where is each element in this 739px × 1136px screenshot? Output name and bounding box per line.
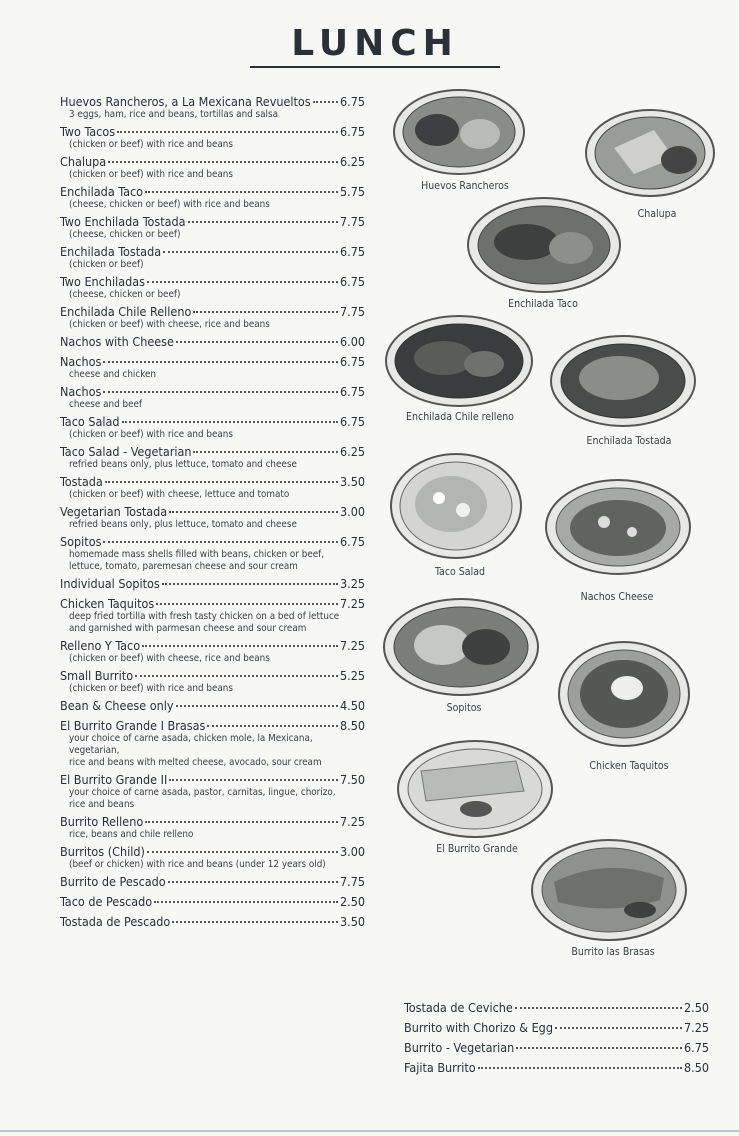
- menu-item: [60, 638, 365, 665]
- menu-item-name: Tostada de Pescado: [60, 914, 171, 929]
- menu-item: [60, 354, 365, 381]
- leader-dots: [142, 645, 338, 647]
- menu-item-line: [60, 244, 365, 259]
- menu-item-name: Enchilada Chile Relleno: [60, 304, 192, 319]
- menu-item-line: [404, 1060, 709, 1075]
- caption-taco-salad: Taco Salad: [435, 566, 485, 578]
- menu-item-price: 3.00: [339, 844, 365, 859]
- menu-item-name: Nachos with Cheese: [60, 334, 174, 349]
- leader-dots: [105, 481, 338, 483]
- leader-dots: [122, 421, 338, 423]
- menu-item-description: (chicken or beef): [69, 259, 144, 270]
- menu-item-name: Taco Salad: [60, 414, 120, 429]
- menu-item-line: [60, 184, 365, 199]
- leader-dots: [168, 881, 338, 883]
- menu-item-price: 4.50: [339, 698, 365, 713]
- page-edge-line: [0, 1130, 739, 1132]
- menu-item-name: Relleno Y Taco: [60, 638, 141, 653]
- menu-item-description: (chicken or beef) with rice and beans: [69, 139, 233, 150]
- caption-huevos-rancheros: Huevos Rancheros: [421, 180, 509, 192]
- menu-item-line: [60, 698, 365, 713]
- menu-item-description: refried beans only, plus lettuce, tomato and cheese: [69, 459, 297, 470]
- menu-item-line: [404, 1000, 709, 1015]
- menu-item-description: rice, beans and chile relleno: [69, 829, 194, 840]
- caption-enchilada-chile-relleno: Enchilada Chile relleno: [406, 411, 514, 423]
- menu-item-line: [60, 504, 365, 519]
- menu-item-line: [60, 844, 365, 859]
- menu-item-price: 7.25: [339, 814, 365, 829]
- menu-item: [60, 596, 365, 635]
- menu-item-line: [60, 718, 365, 733]
- menu-item-description: your choice of carne asada, pastor, carnitas, lingue, chorizo, rice and beans: [69, 787, 336, 810]
- leader-dots: [145, 191, 338, 193]
- photo-burrito-las-brasas: [530, 838, 688, 942]
- photo-enchilada-tostada: [549, 334, 697, 428]
- menu-item: [60, 244, 365, 271]
- photo-enchilada-taco: [466, 196, 622, 294]
- menu-item-name: Burrito de Pescado: [60, 874, 166, 889]
- menu-item-line: [60, 534, 365, 549]
- menu-item: [404, 1060, 709, 1075]
- menu-item-name: Small Burrito: [60, 668, 134, 683]
- menu-item-line: [60, 474, 365, 489]
- photo-el-burrito-grande: [396, 739, 554, 839]
- menu-item-description: (cheese, chicken or beef) with rice and beans: [69, 199, 270, 210]
- menu-item: [60, 914, 365, 929]
- photo-chalupa: [584, 108, 716, 198]
- leader-dots: [193, 311, 338, 313]
- menu-item-price: 7.75: [339, 214, 365, 229]
- photo-nachos-cheese: [544, 478, 692, 576]
- menu-item-line: [60, 354, 365, 369]
- menu-item-price: 8.50: [683, 1060, 709, 1075]
- menu-item-price: 6.75: [339, 94, 365, 109]
- photo-chicken-taquitos: [557, 640, 691, 748]
- menu-item-description: homemade mass shells filled with beans, chicken or beef, lettuce, tomato, paremesan cheese and sour cream: [69, 549, 325, 572]
- menu-item-description: refried beans only, plus lettuce, tomato and cheese: [69, 519, 297, 530]
- leader-dots: [154, 901, 338, 903]
- menu-item-name: Nachos: [60, 354, 102, 369]
- menu-left-column: [60, 94, 365, 934]
- photo-sopitos: [382, 597, 540, 697]
- menu-item: [60, 154, 365, 181]
- menu-item-description: (chicken or beef) with rice and beans: [69, 169, 233, 180]
- caption-sopitos: Sopitos: [446, 702, 482, 714]
- menu-item-price: 7.50: [339, 772, 365, 787]
- menu-item-description: (chicken or beef) with cheese, lettuce and tomato: [69, 489, 290, 500]
- menu-item-name: Enchilada Taco: [60, 184, 144, 199]
- menu-item-price: 5.25: [339, 668, 365, 683]
- menu-item-name: Tostada: [60, 474, 103, 489]
- menu-item: [60, 124, 365, 151]
- menu-item-price: 3.00: [339, 504, 365, 519]
- menu-item-name: Chalupa: [60, 154, 107, 169]
- menu-item: [60, 214, 365, 241]
- menu-item-description: (chicken or beef) with cheese, rice and beans: [69, 319, 270, 330]
- page-title: LUNCH: [250, 22, 500, 68]
- menu-item: [60, 576, 365, 591]
- leader-dots: [193, 451, 337, 453]
- leader-dots: [172, 921, 338, 923]
- leader-dots: [117, 131, 338, 133]
- leader-dots: [169, 511, 338, 513]
- menu-item: [60, 874, 365, 889]
- caption-enchilada-taco: Enchilada Taco: [508, 298, 578, 310]
- menu-item-name: Huevos Rancheros, a La Mexicana Revueltos: [60, 94, 311, 109]
- menu-item-description: (chicken or beef) with cheese, rice and beans: [69, 653, 270, 664]
- menu-item-line: [60, 384, 365, 399]
- menu-item-line: [60, 304, 365, 319]
- leader-dots: [147, 281, 338, 283]
- leader-dots: [147, 851, 338, 853]
- menu-item: [60, 384, 365, 411]
- menu-item: [60, 814, 365, 841]
- menu-item-name: Burrito - Vegetarian: [404, 1040, 515, 1055]
- menu-item-price: 2.50: [339, 894, 365, 909]
- menu-item: [60, 474, 365, 501]
- menu-right-column: [404, 1000, 709, 1080]
- menu-item-name: Burrito Relleno: [60, 814, 144, 829]
- menu-item-name: Chicken Taquitos: [60, 596, 155, 611]
- menu-item-price: 6.75: [339, 354, 365, 369]
- caption-chicken-taquitos: Chicken Taquitos: [589, 760, 669, 772]
- leader-dots: [103, 361, 338, 363]
- leader-dots: [313, 101, 338, 103]
- menu-item-line: [60, 638, 365, 653]
- menu-item-description: your choice of carne asada, chicken mole, la Mexicana, vegetarian, rice and beans with melted cheese, avocado, sour cream: [69, 733, 322, 768]
- menu-item-name: Two Enchiladas: [60, 274, 146, 289]
- menu-item-price: 6.75: [339, 384, 365, 399]
- leader-dots: [169, 779, 338, 781]
- menu-item-line: [60, 914, 365, 929]
- menu-item-name: Nachos: [60, 384, 102, 399]
- menu-item-name: Individual Sopitos: [60, 576, 160, 591]
- menu-item-name: Burrito with Chorizo & Egg: [404, 1020, 553, 1035]
- caption-nachos-cheese: Nachos Cheese: [580, 591, 654, 603]
- menu-item-description: cheese and beef: [69, 399, 143, 410]
- menu-item-name: Tostada de Ceviche: [404, 1000, 513, 1015]
- menu-item: [60, 698, 365, 713]
- menu-item-name: Bean & Cheese only: [60, 698, 174, 713]
- menu-item-line: [404, 1020, 709, 1035]
- leader-dots: [478, 1067, 682, 1069]
- menu-item-price: 3.25: [339, 576, 365, 591]
- menu-item-line: [60, 814, 365, 829]
- menu-item-price: 2.50: [683, 1000, 709, 1015]
- caption-el-burrito-grande: El Burrito Grande: [436, 843, 518, 855]
- menu-item: [60, 304, 365, 331]
- menu-item-line: [60, 444, 365, 459]
- photo-enchilada-chile-relleno: [384, 314, 534, 408]
- menu-item-line: [60, 596, 365, 611]
- menu-item-price: 6.25: [339, 444, 365, 459]
- menu-item-name: El Burrito Grande I Brasas: [60, 718, 206, 733]
- menu-item-price: 6.00: [339, 334, 365, 349]
- menu-item-name: Fajita Burrito: [404, 1060, 476, 1075]
- leader-dots: [103, 391, 338, 393]
- menu-item: [60, 274, 365, 301]
- menu-item: [404, 1000, 709, 1015]
- menu-item: [60, 534, 365, 573]
- caption-enchilada-tostada: Enchilada Tostada: [586, 435, 672, 447]
- menu-item-line: [60, 668, 365, 683]
- menu-item: [404, 1020, 709, 1035]
- menu-item-name: Taco Salad - Vegetarian: [60, 444, 192, 459]
- menu-item-price: 6.75: [339, 274, 365, 289]
- menu-item: [60, 844, 365, 871]
- leader-dots: [163, 251, 338, 253]
- menu-item-name: Sopitos: [60, 534, 102, 549]
- menu-item-description: 3 eggs, ham, rice and beans, tortillas and salsa: [69, 109, 278, 120]
- menu-item-price: 6.75: [339, 244, 365, 259]
- menu-item-price: 6.25: [339, 154, 365, 169]
- leader-dots: [135, 675, 338, 677]
- photo-taco-salad: [389, 452, 523, 560]
- caption-chalupa: Chalupa: [637, 208, 677, 220]
- menu-item-line: [60, 214, 365, 229]
- menu-item: [60, 414, 365, 441]
- menu-item-description: deep fried tortilla with fresh tasty chicken on a bed of lettuce and garnished with parmesan cheese and sour cream: [69, 611, 340, 634]
- photo-huevos-rancheros: [392, 88, 526, 176]
- menu-item-line: [60, 772, 365, 787]
- menu-item: [60, 334, 365, 349]
- menu-item-line: [60, 576, 365, 591]
- menu-item-line: [60, 414, 365, 429]
- caption-burrito-las-brasas: Burrito las Brasas: [571, 946, 655, 958]
- menu-item-name: Taco de Pescado: [60, 894, 153, 909]
- menu-item-description: cheese and chicken: [69, 369, 156, 380]
- leader-dots: [145, 821, 338, 823]
- menu-item-price: 3.50: [339, 914, 365, 929]
- menu-item-line: [60, 894, 365, 909]
- menu-item-name: Vegetarian Tostada: [60, 504, 168, 519]
- menu-item-price: 7.75: [339, 874, 365, 889]
- menu-item: [404, 1040, 709, 1055]
- leader-dots: [207, 725, 338, 727]
- menu-item: [60, 444, 365, 471]
- leader-dots: [176, 705, 338, 707]
- menu-item: [60, 94, 365, 121]
- menu-item-name: Burritos (Child): [60, 844, 145, 859]
- menu-item: [60, 894, 365, 909]
- menu-item-price: 6.75: [683, 1040, 709, 1055]
- menu-item-line: [60, 874, 365, 889]
- menu-item-description: (cheese, chicken or beef): [69, 229, 181, 240]
- menu-item: [60, 668, 365, 695]
- menu-item-description: (cheese, chicken or beef): [69, 289, 181, 300]
- menu-item-price: 6.75: [339, 414, 365, 429]
- menu-item-price: 8.50: [339, 718, 365, 733]
- menu-item-name: Two Tacos: [60, 124, 116, 139]
- menu-item-description: (beef or chicken) with rice and beans (under 12 years old): [69, 859, 326, 870]
- menu-item-price: 3.50: [339, 474, 365, 489]
- menu-item-name: Enchilada Tostada: [60, 244, 162, 259]
- leader-dots: [103, 541, 338, 543]
- leader-dots: [555, 1027, 682, 1029]
- menu-item-line: [60, 124, 365, 139]
- menu-item: [60, 184, 365, 211]
- menu-item-price: 5.75: [339, 184, 365, 199]
- menu-item-line: [404, 1040, 709, 1055]
- leader-dots: [188, 221, 338, 223]
- menu-item-price: 7.25: [339, 596, 365, 611]
- leader-dots: [108, 161, 338, 163]
- menu-item-price: 7.25: [339, 638, 365, 653]
- menu-item: [60, 772, 365, 811]
- menu-item-description: (chicken or beef) with rice and beans: [69, 683, 233, 694]
- menu-item-price: 6.75: [339, 534, 365, 549]
- menu-item-description: (chicken or beef) with rice and beans: [69, 429, 233, 440]
- leader-dots: [156, 603, 338, 605]
- leader-dots: [176, 341, 338, 343]
- menu-item-price: 7.75: [339, 304, 365, 319]
- leader-dots: [515, 1007, 682, 1009]
- leader-dots: [162, 583, 338, 585]
- menu-item-line: [60, 334, 365, 349]
- menu-item-line: [60, 94, 365, 109]
- menu-item-line: [60, 274, 365, 289]
- menu-item-name: Two Enchilada Tostada: [60, 214, 186, 229]
- menu-item-line: [60, 154, 365, 169]
- menu-item: [60, 504, 365, 531]
- menu-item-price: 7.25: [683, 1020, 709, 1035]
- menu-item-name: El Burrito Grande II: [60, 772, 168, 787]
- leader-dots: [516, 1047, 682, 1049]
- menu-item: [60, 718, 365, 769]
- menu-item-price: 6.75: [339, 124, 365, 139]
